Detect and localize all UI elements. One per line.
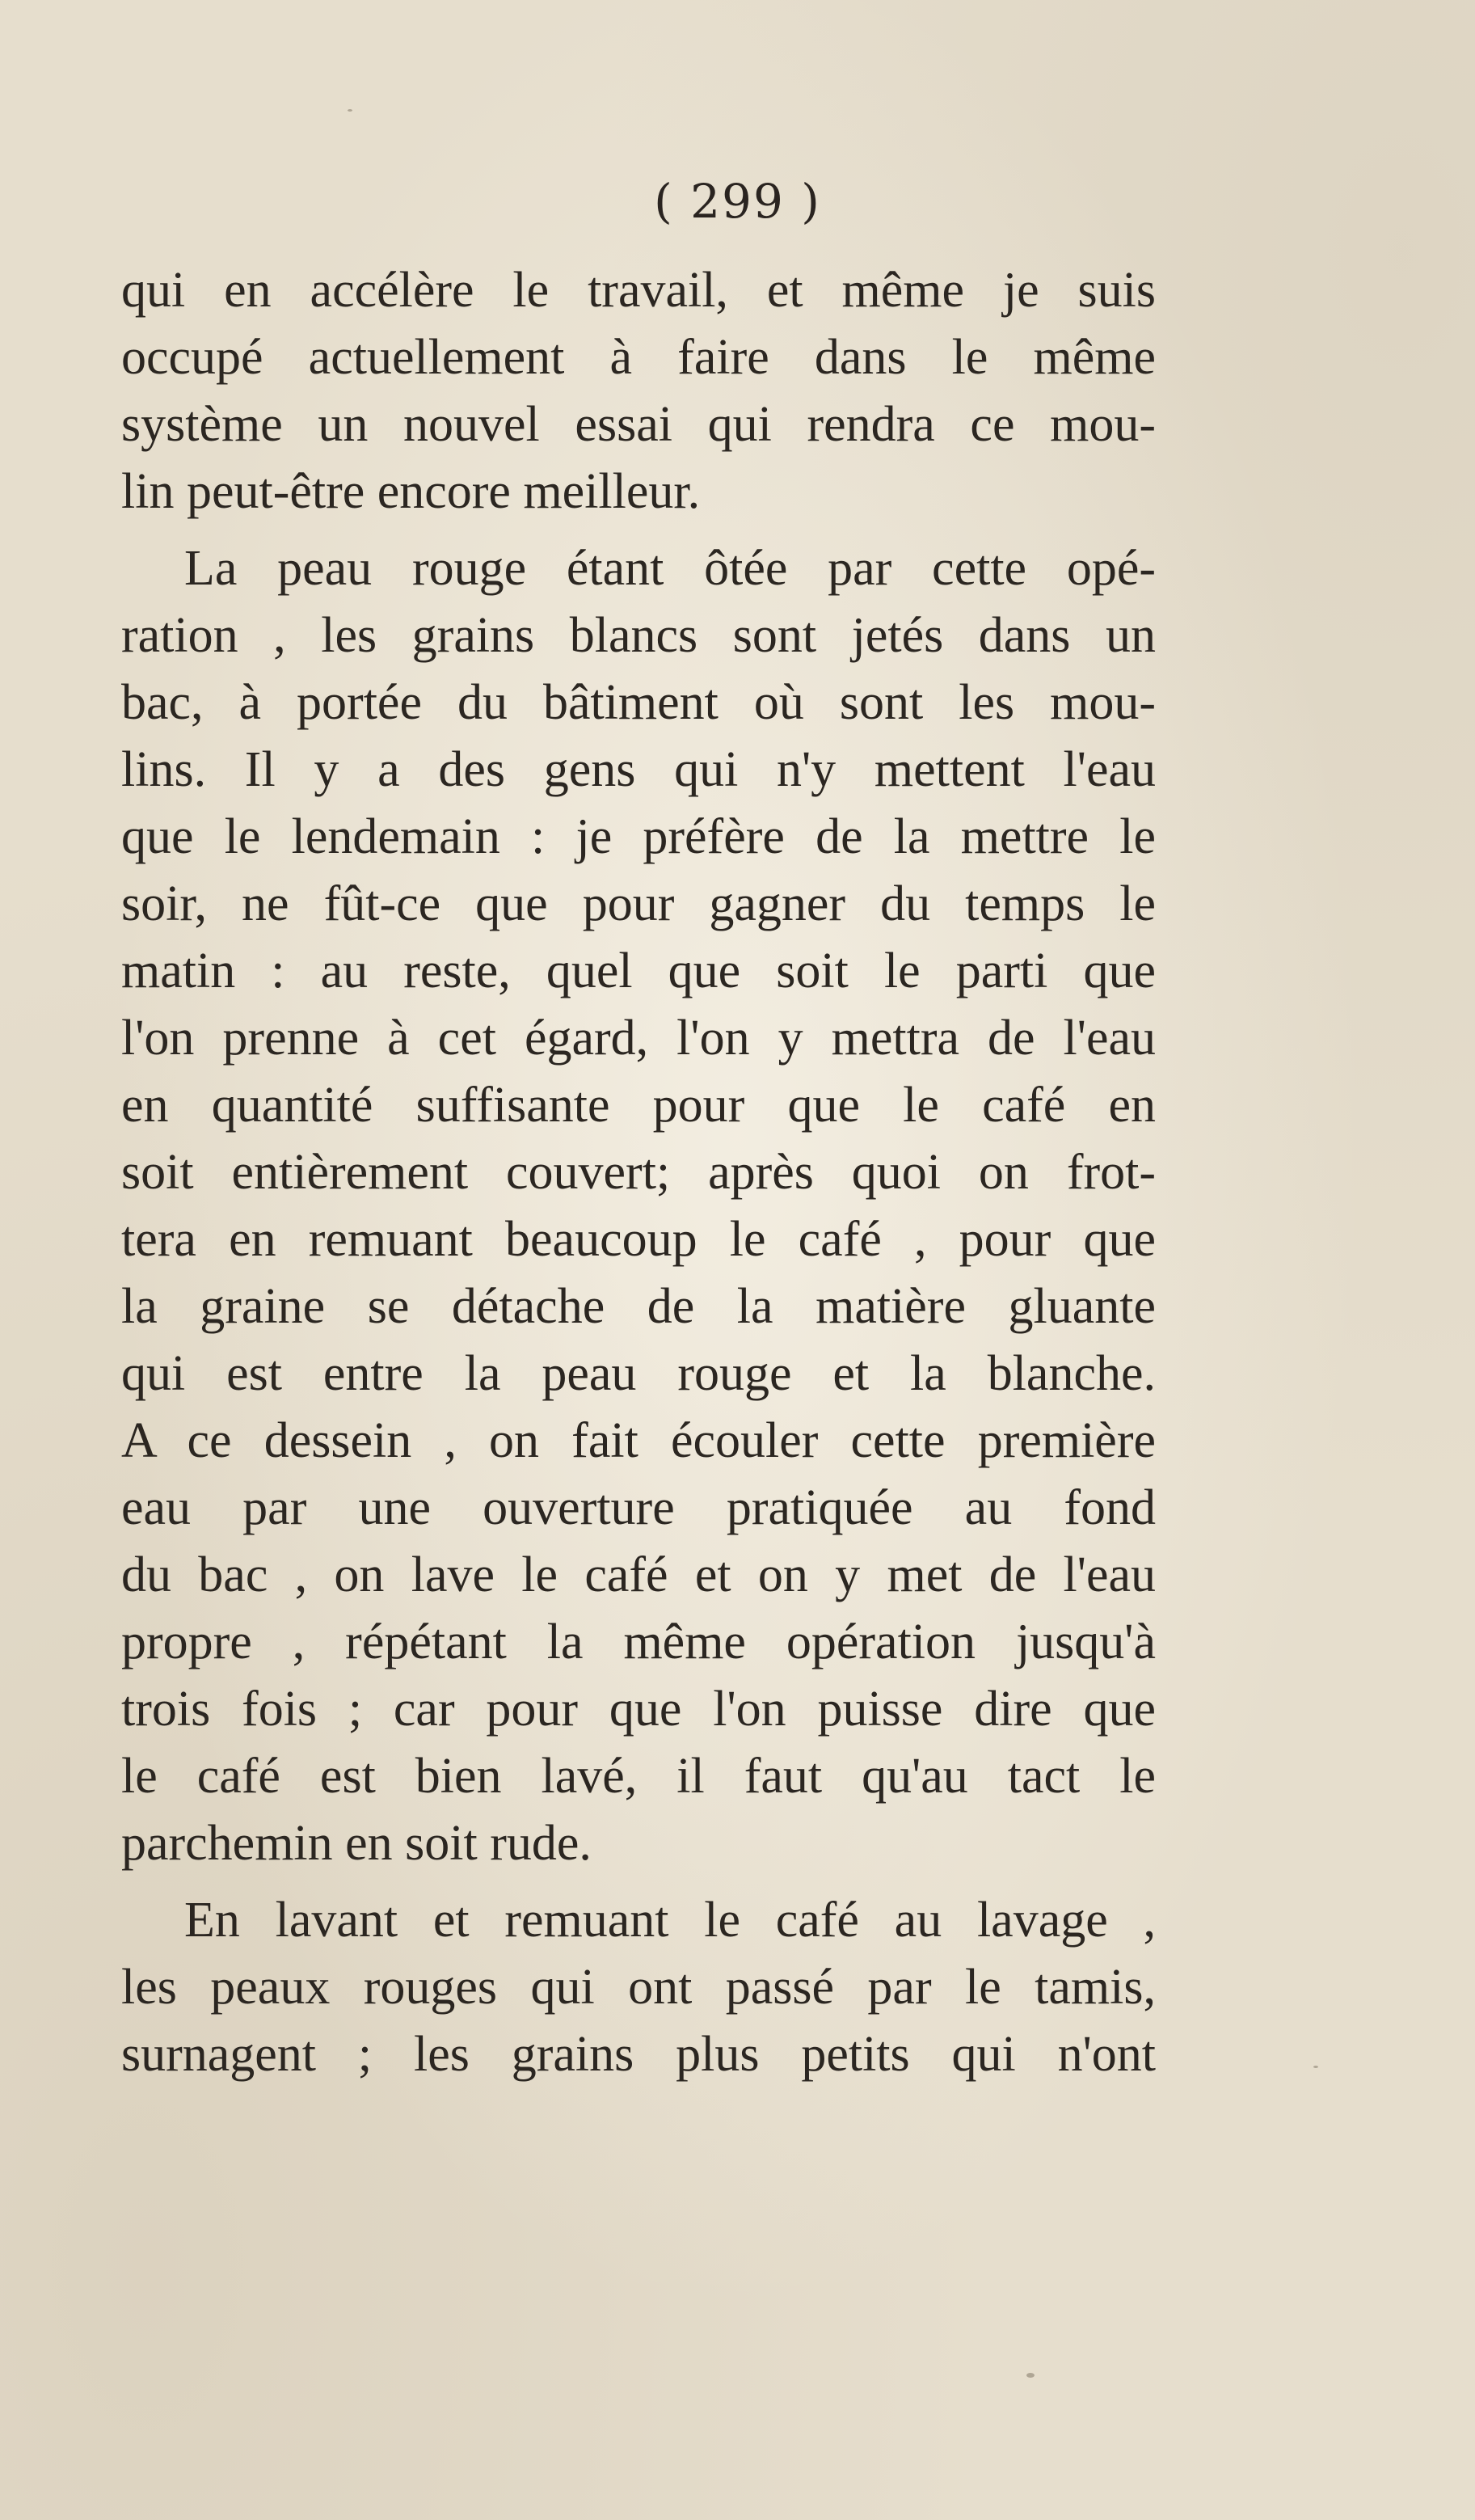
text-line: La peau rouge étant ôtée par cette opé- <box>184 541 1156 596</box>
text-line: tera en remuant beaucoup le café , pour que <box>121 1212 1156 1267</box>
paper-speck <box>348 109 352 112</box>
text-line: qui est entre la peau rouge et la blanche. <box>121 1346 1156 1401</box>
text-line: la graine se détache de la matière gluante <box>121 1279 1156 1334</box>
text-line: occupé actuellement à faire dans le même <box>121 330 1156 385</box>
text-line: système un nouvel essai qui rendra ce mou- <box>121 397 1156 452</box>
text-line: lins. Il y a des gens qui n'y mettent l'eau <box>121 742 1156 797</box>
paragraph-2 <box>121 535 1156 1877</box>
paper-speck <box>1313 2066 1318 2068</box>
text-line: en quantité suffisante pour que le café en <box>121 1078 1156 1133</box>
text-line: qui en accélère le travail, et même je suis <box>121 263 1156 318</box>
paper-speck <box>1026 2373 1035 2378</box>
text-line: soir, ne fût-ce que pour gagner du temps le <box>121 876 1156 931</box>
body-text <box>121 257 1156 2088</box>
text-line: ration , les grains blancs sont jetés dans un <box>121 608 1156 663</box>
paragraph-3 <box>121 1887 1156 2088</box>
text-line: du bac , on lave le café et on y met de l'eau <box>121 1547 1156 1602</box>
text-line: A ce dessein , on fait écouler cette première <box>121 1413 1156 1468</box>
text-line: soit entièrement couvert; après quoi on frot- <box>121 1145 1156 1200</box>
page-number: ( 299 ) <box>654 174 821 229</box>
text-line: matin : au reste, quel que soit le parti que <box>121 943 1156 998</box>
text-line: que le lendemain : je préfère de la mettre le <box>121 809 1156 864</box>
text-line: En lavant et remuant le café au lavage , <box>184 1893 1156 1948</box>
text-line: bac, à portée du bâtiment où sont les mou- <box>121 675 1156 730</box>
text-line: lin peut-être encore meilleur. <box>121 464 701 519</box>
text-line: le café est bien lavé, il faut qu'au tact le <box>121 1749 1156 1804</box>
text-line: trois fois ; car pour que l'on puisse dire que <box>121 1682 1156 1737</box>
text-line: les peaux rouges qui ont passé par le tamis, <box>121 1960 1156 2015</box>
text-line: l'on prenne à cet égard, l'on y mettra de l'eau <box>121 1011 1156 1066</box>
text-line: eau par une ouverture pratiquée au fond <box>121 1480 1156 1535</box>
text-line: surnagent ; les grains plus petits qui n'ont <box>121 2027 1156 2082</box>
paragraph-gap <box>121 1877 1156 1887</box>
text-line: propre , répétant la même opération jusqu'à <box>121 1615 1156 1669</box>
paragraph-1 <box>121 257 1156 526</box>
text-line: parchemin en soit rude. <box>121 1816 592 1871</box>
paragraph-gap <box>121 526 1156 535</box>
